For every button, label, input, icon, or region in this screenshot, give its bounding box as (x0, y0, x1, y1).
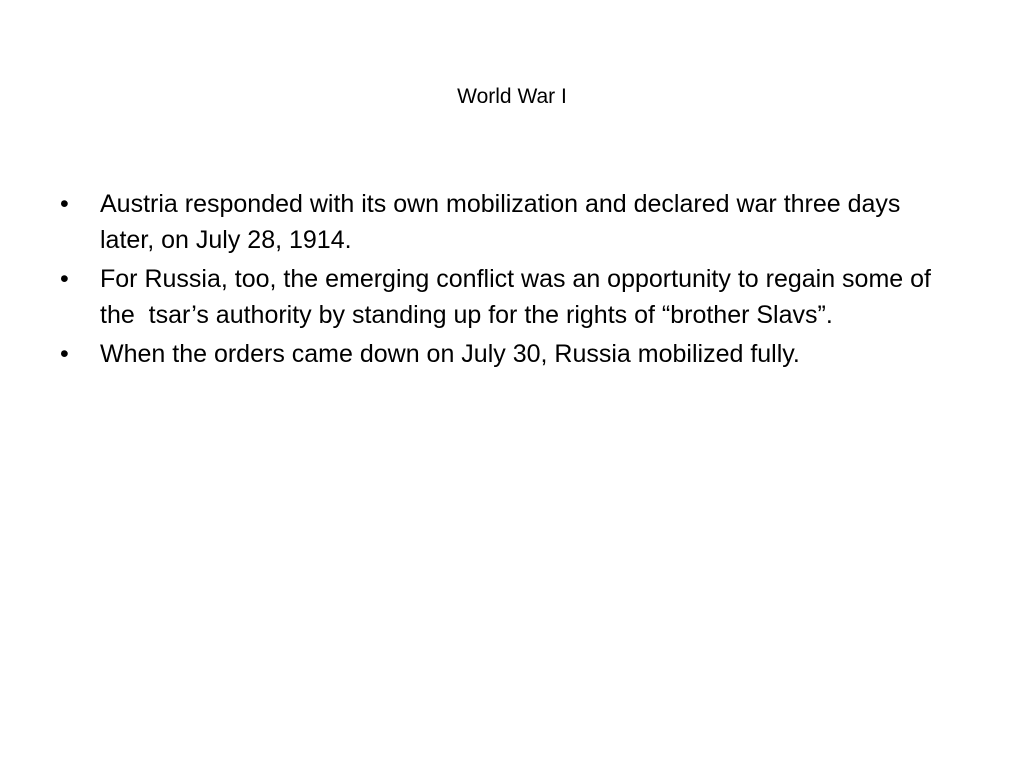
bullet-dot-icon: • (60, 265, 69, 293)
bullet-text: Austria responded with its own mobilization and declared war three days later, on July 28, 1914. (100, 190, 908, 254)
slide-title: World War I (457, 85, 567, 108)
bullet-item (60, 336, 960, 372)
bullet-text: For Russia, too, the emerging conflict was an opportunity to regain some of the tsar’s authority by standing up for the rights of “brother Slavs”. (100, 265, 938, 329)
bullet-dot-icon: • (60, 190, 69, 218)
bullet-list (60, 186, 960, 375)
bullet-text: When the orders came down on July 30, Russia mobilized fully. (100, 340, 800, 368)
bullet-dot-icon: • (60, 340, 69, 368)
bullet-item (60, 186, 960, 258)
bullet-item (60, 261, 960, 333)
